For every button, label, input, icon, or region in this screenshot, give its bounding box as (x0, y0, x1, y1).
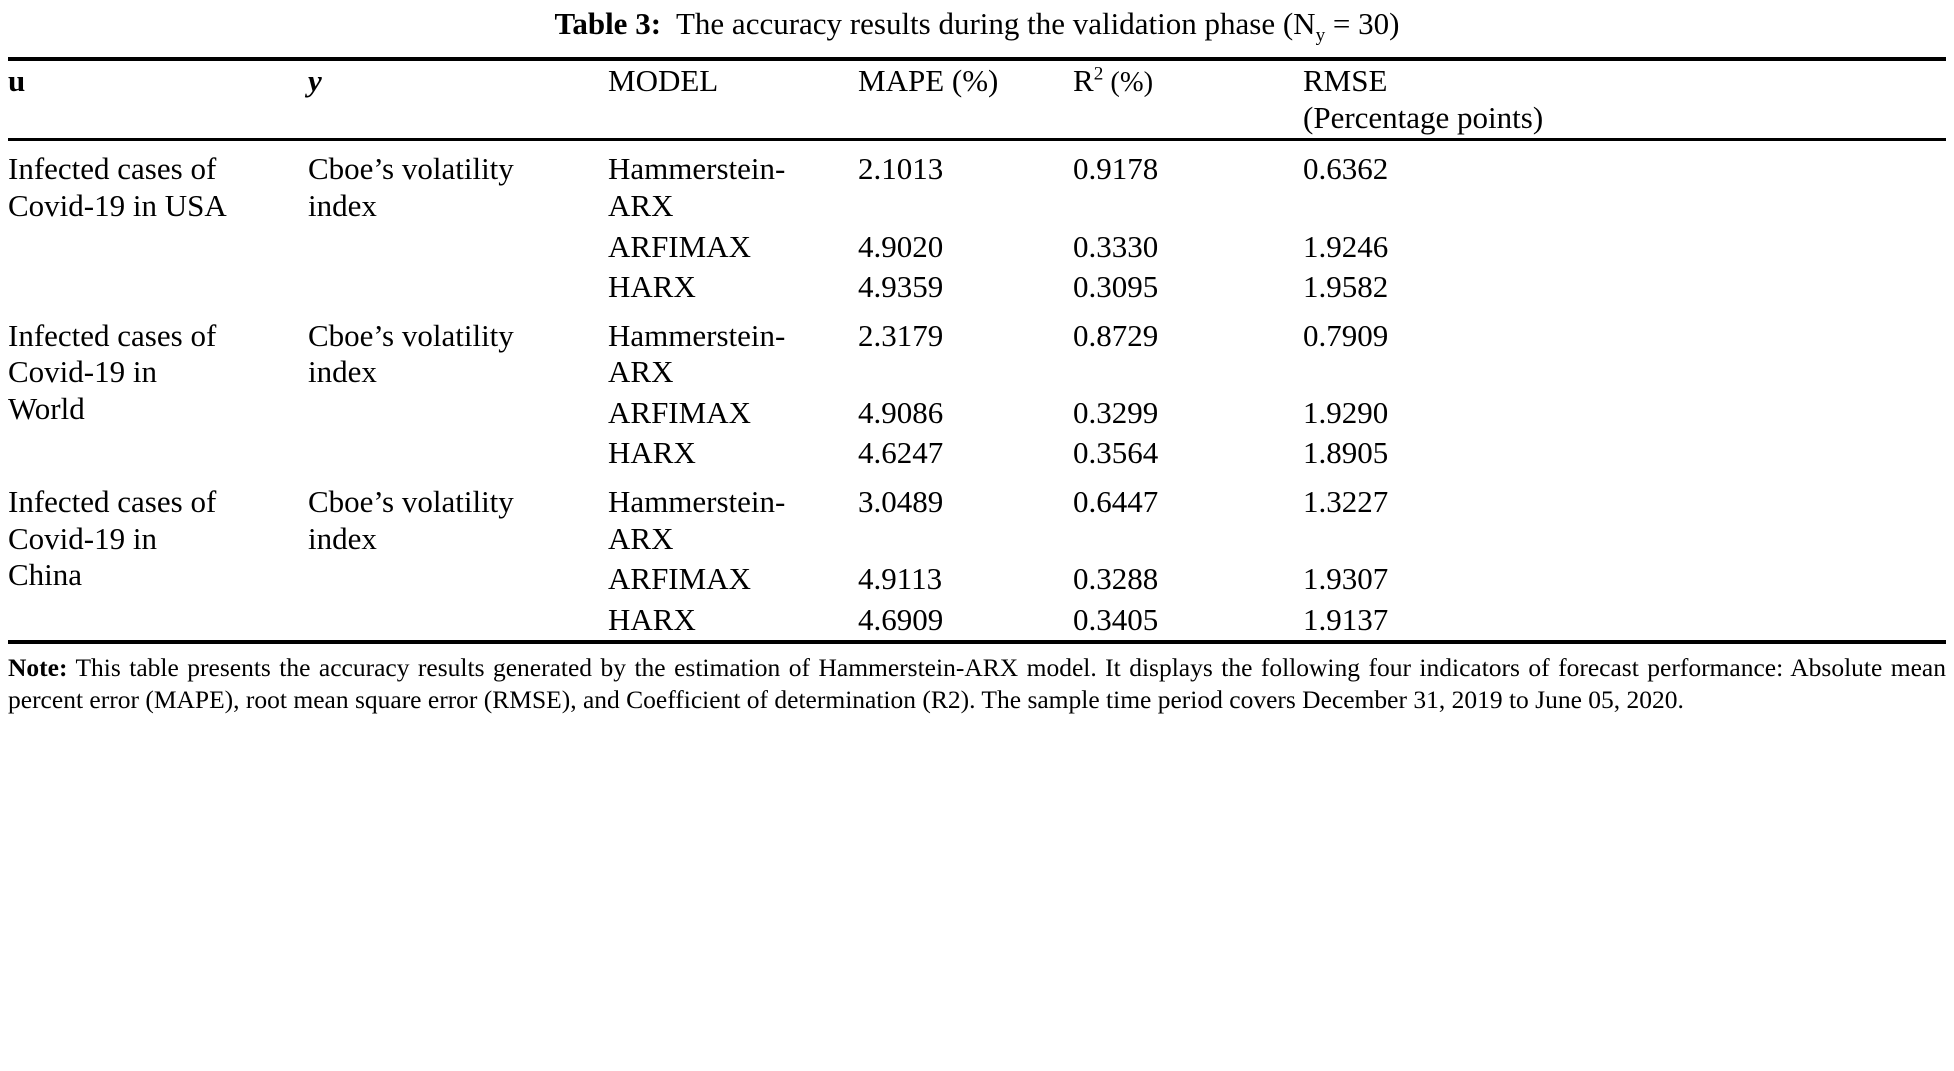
cell-model: HARX (608, 435, 696, 471)
model-line-2: ARX (608, 188, 674, 224)
y-line-1: Cboe’s volatility (308, 484, 514, 520)
caption-text-after: = 30) (1325, 6, 1400, 41)
y-line-2: index (308, 520, 377, 556)
table-row (8, 474, 1946, 559)
model-line-1: Hammerstein- (608, 151, 786, 187)
model-line-2: ARX (608, 520, 674, 556)
cell-mape: 3.0489 (858, 484, 944, 520)
cell-rmse: 1.9290 (1303, 394, 1389, 430)
u-line-1: Infected cases of (8, 317, 217, 353)
model-line-1: Hammerstein- (608, 317, 786, 353)
u-line-2: Covid-19 in USA (8, 188, 227, 224)
cell-rmse: 1.9137 (1303, 601, 1389, 637)
table-note (8, 644, 1946, 716)
cell-mape: 4.6909 (858, 601, 944, 637)
cell-rmse: 1.9246 (1303, 228, 1389, 264)
cell-mape: 4.6247 (858, 435, 944, 471)
table-row (8, 308, 1946, 393)
cell-rmse: 1.9582 (1303, 269, 1389, 305)
cell-r2: 0.3564 (1073, 435, 1159, 471)
cell-mape: 2.3179 (858, 317, 944, 353)
u-line-1: Infected cases of (8, 484, 217, 520)
cell-mape: 4.9086 (858, 394, 944, 430)
cell-model (608, 141, 858, 226)
cell-rmse: 0.7909 (1303, 317, 1389, 353)
cell-y-group-2 (308, 308, 608, 474)
accuracy-results-table (8, 61, 1946, 138)
caption-text-before: The accuracy results during the validation phase (N (675, 6, 1316, 41)
note-label: Note: (8, 653, 68, 683)
r2-percent: (%) (1103, 67, 1154, 99)
cell-rmse: 1.3227 (1303, 484, 1389, 520)
cell-mape: 4.9113 (858, 561, 943, 597)
cell-model (608, 474, 858, 559)
u-line-1: Infected cases of (8, 151, 217, 187)
column-header-rmse (1303, 61, 1946, 138)
cell-u-group-1 (8, 141, 308, 307)
r2-base: R (1073, 63, 1094, 99)
note-text: This table presents the accuracy results generated by the estimation of Hammerstein-ARX model. It displays the following four indicators of forecast performance: Absolute mean percent error (MAPE), root mean square error (RMSE), and Coefficient of determination (R2). The sample time period covers December 31, 2019 to June 05, 2020. (8, 653, 1946, 715)
cell-y-group-3 (308, 474, 608, 640)
cell-model (608, 308, 858, 393)
column-header-y: y (308, 63, 322, 99)
cell-r2: 0.6447 (1073, 484, 1159, 520)
table-header (8, 61, 1946, 138)
column-header-model: MODEL (608, 63, 719, 99)
cell-y-group-1 (308, 141, 608, 307)
cell-model: HARX (608, 269, 696, 305)
r2-superscript: 2 (1093, 63, 1104, 85)
u-line-3: World (8, 390, 85, 426)
cell-model: ARFIMAX (608, 561, 751, 597)
rmse-line1: RMSE (1303, 63, 1388, 99)
cell-mape: 2.1013 (858, 151, 944, 187)
cell-rmse: 0.6362 (1303, 151, 1389, 187)
column-header-mape: MAPE (%) (858, 63, 999, 99)
cell-r2: 0.3330 (1073, 228, 1159, 264)
cell-r2: 0.3095 (1073, 269, 1159, 305)
y-line-2: index (308, 188, 377, 224)
u-line-2: Covid-19 in (8, 520, 157, 556)
cell-rmse: 1.9307 (1303, 561, 1389, 597)
rmse-line2: (Percentage points) (1303, 99, 1544, 135)
cell-model: HARX (608, 601, 696, 637)
caption-subscript: y (1315, 25, 1326, 47)
column-header-u: u (8, 63, 26, 99)
model-line-2: ARX (608, 354, 674, 390)
y-line-1: Cboe’s volatility (308, 317, 514, 353)
cell-model: ARFIMAX (608, 394, 751, 430)
cell-r2: 0.9178 (1073, 151, 1159, 187)
cell-u-group-3 (8, 474, 308, 640)
caption-label: Table 3: (554, 6, 662, 41)
y-line-1: Cboe’s volatility (308, 151, 514, 187)
cell-mape: 4.9359 (858, 269, 944, 305)
model-line-1: Hammerstein- (608, 484, 786, 520)
table-caption (8, 0, 1946, 57)
column-header-r2 (1073, 61, 1303, 138)
cell-r2: 0.8729 (1073, 317, 1159, 353)
table-header-row (8, 61, 1946, 138)
table-row (8, 141, 1946, 226)
accuracy-results-body (8, 141, 1946, 640)
cell-r2: 0.3299 (1073, 394, 1159, 430)
cell-rmse: 1.8905 (1303, 435, 1389, 471)
cell-r2: 0.3405 (1073, 601, 1159, 637)
cell-model: ARFIMAX (608, 228, 751, 264)
u-line-2: Covid-19 in (8, 354, 157, 390)
cell-mape: 4.9020 (858, 228, 944, 264)
cell-r2: 0.3288 (1073, 561, 1159, 597)
u-line-3: China (8, 557, 83, 593)
cell-u-group-2 (8, 308, 308, 474)
y-line-2: index (308, 354, 377, 390)
